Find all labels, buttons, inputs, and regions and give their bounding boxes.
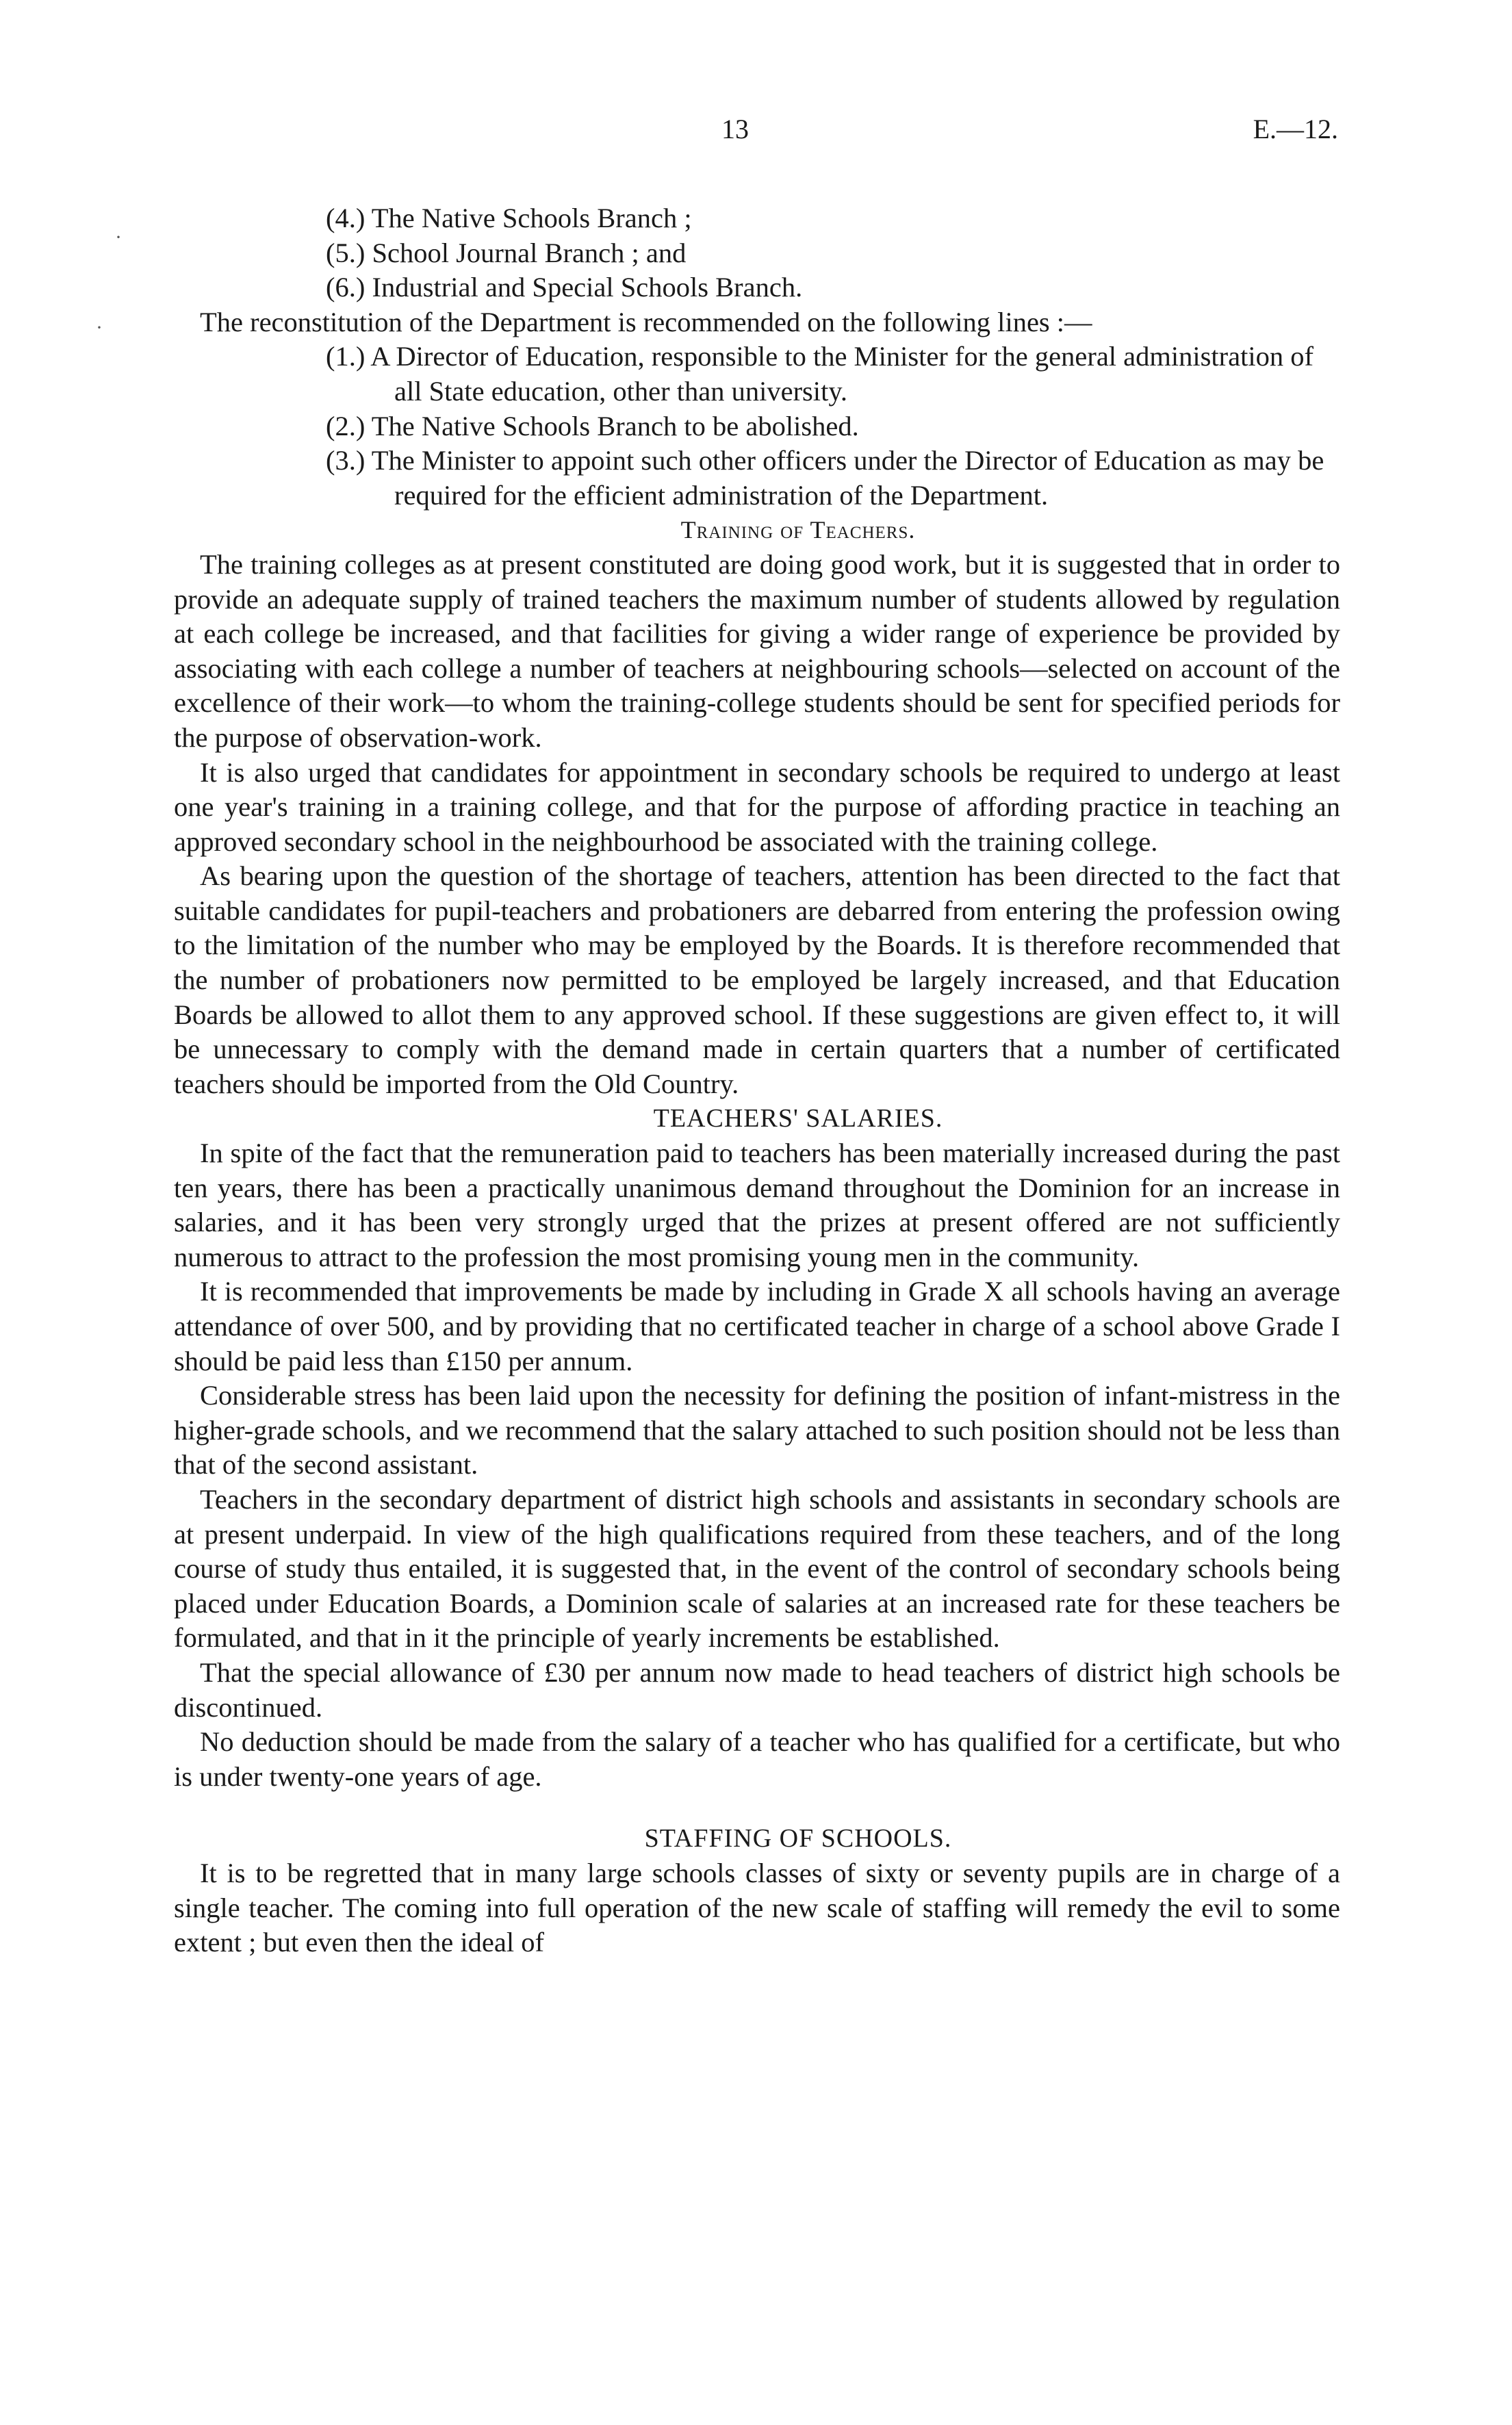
paragraph: It is also urged that candidates for appointment in secondary schools be required to undergo at least one year's training in a training college, and that for the purpose of affording practice in teaching an approved secondary school in the neighbourhood be associated with the training college. bbox=[174, 756, 1340, 857]
margin-mark: · bbox=[96, 316, 103, 339]
list-item: (2.) The Native Schools Branch to be abolished. bbox=[326, 410, 859, 441]
section-spacer bbox=[174, 1794, 1340, 1821]
list-item: (5.) School Journal Branch ; and bbox=[326, 237, 687, 268]
section-heading-salaries: TEACHERS' SALARIES. bbox=[653, 1104, 943, 1133]
list-item: (6.) Industrial and Special Schools Branch. bbox=[326, 272, 803, 303]
paragraph: It is to be regretted that in many large schools classes of sixty or seventy pupils are in charge of a single teacher. The coming into full operation of the new scale of staffing will remedy the evil to some extent ; but even then the ideal of bbox=[174, 1857, 1340, 1958]
list-item: (1.) A Director of Education, responsible to the Minister for the general administration of all State education, other than university. bbox=[326, 341, 1314, 407]
list-item: (3.) The Minister to appoint such other officers under the Director of Education as may be required for the efficient administration of the Department. bbox=[326, 445, 1324, 511]
page-header bbox=[0, 113, 1512, 154]
section-heading-staffing: STAFFING OF SCHOOLS. bbox=[644, 1824, 952, 1853]
page-body bbox=[174, 201, 1340, 1960]
paragraph: Teachers in the secondary department of district high schools and assistants in secondary schools are at present underpaid. In view of the high qualifications required from these teachers, and of the long course of study thus entailed, it is suggested that, in the event of the control of secondary schools being placed under Education Boards, a Dominion scale of salaries at an increased rate for these teachers be formulated, and that in it the principle of yearly increments be established. bbox=[174, 1483, 1340, 1654]
section-heading-training: Training of Teachers. bbox=[680, 516, 916, 544]
paragraph: No deduction should be made from the salary of a teacher who has qualified for a certificate, but who is under twenty-one years of age. bbox=[174, 1726, 1340, 1792]
paragraph: It is recommended that improvements be made by including in Grade X all schools having an average attendance of over 500, and by providing that no certificated teacher in charge of a school above Grade I should be paid less than £150 per annum. bbox=[174, 1276, 1340, 1376]
page-number: 13 bbox=[721, 114, 749, 144]
paragraph: As bearing upon the question of the shortage of teachers, attention has been directed to the fact that suitable candidates for pupil-teachers and probationers are debarred from entering the profession owing to the limitation of the number who may be employed by the Boards. It is therefore recommended that the number of probationers now permitted to be employed be largely increased, and that Education Boards be allowed to allot them to any approved school. If these suggestions are given effect to, it will be unnecessary to comply with the demand made in certain quarters that a number of certificated teachers should be imported from the Old Country. bbox=[174, 860, 1340, 1099]
paragraph: The training colleges as at present constituted are doing good work, but it is suggested that in order to provide an adequate supply of trained teachers the maximum number of students allowed by regulation at each college be increased, and that facilities for giving a wider range of experience be provided by associating with each college a number of teachers at neighbouring schools—selected on account of the excellence of their work—to whom the training-college students should be sent for specified periods for the purpose of observation-work. bbox=[174, 548, 1340, 753]
margin-mark: · bbox=[115, 226, 122, 248]
paragraph: That the special allowance of £30 per annum now made to head teachers of district high schools be discontinued. bbox=[174, 1656, 1340, 1723]
reconstitution-lead: The reconstitution of the Department is recommended on the following lines :— bbox=[200, 306, 1092, 337]
paragraph: In spite of the fact that the remuneration paid to teachers has been materially increased during the past ten years, there has been a practically unanimous demand throughout the Dominion for an increase in salaries, and it has been very strongly urged that the prizes at present offered are not sufficiently numerous to attract to the profession the most promising young men in the community. bbox=[174, 1138, 1340, 1272]
list-item: (4.) The Native Schools Branch ; bbox=[326, 203, 692, 233]
paragraph: Considerable stress has been laid upon the necessity for defining the position of infant-mistress in the higher-grade schools, and we recommend that the salary attached to such position should not be less than that of the second assistant. bbox=[174, 1380, 1340, 1480]
document-reference: E.—12. bbox=[1253, 114, 1338, 144]
